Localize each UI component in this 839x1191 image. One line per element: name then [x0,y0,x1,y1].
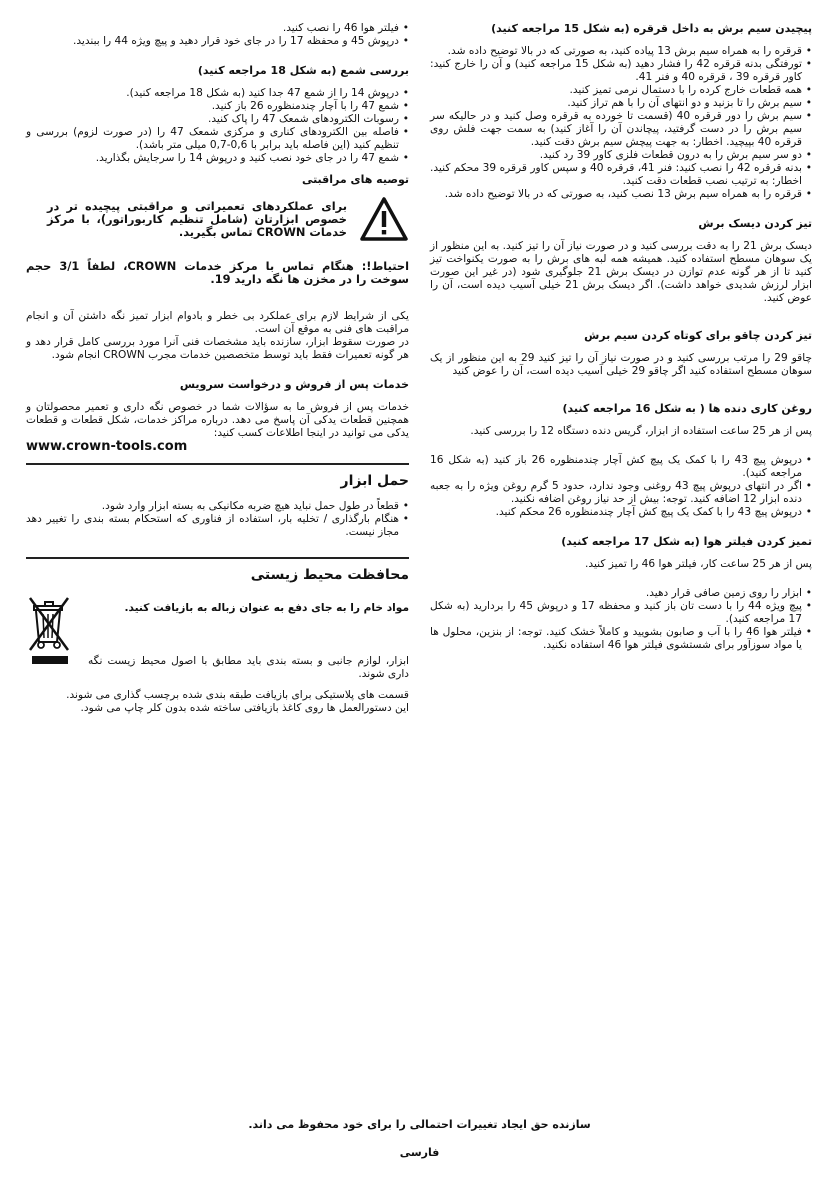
list-item: • همه قطعات خارج کرده را با دستمال نرمی تمیز کنید. [430,84,812,97]
section-title-sharpen-disc: تیز کردن دیسک برش [698,217,812,230]
list-item: • درپوش 45 و محفظه 17 را در جای خود قرار دهید و پیچ ویژه 44 را ببندید. [26,35,409,48]
warning-text: برای عملکردهای تعمیراتی و مراقبتی پیچیده تر در خصوص ابزارتان (شامل تنظیم کاربوراتور)، با مرکز خدمات CROWN تماس بگیرید. [47,198,347,239]
crossed-bin-icon [26,594,74,666]
paragraph: یکی از شرایط لازم برای عملکرد بی خطر و بادوام ابزار تمیز نگه داشتن آن و انجام مراقبت های فنی به موقع آن است. [26,310,409,335]
warning-block [26,196,409,242]
caution-text: احتیاط!: هنگام تماس با مرکز خدمات CROWN، لطفاً 3/1 حجم سوخت را در مخزن ها نگه دارید 19. [26,259,409,286]
list-item: • رسوبات الکترودهای شمعک 47 را پاک کنید. [26,113,409,126]
list-item: • بدنه قرقره 42 را نصب کنید: فنر 41، قرقره 40 و سپس کاور قرقره 39 محکم کنید. اخطار: به ترتیب نصب قطعات دقت کنید. [430,162,812,188]
section-title-care-tips: توصیه های مراقبتی [301,173,409,186]
list-item: • قطعاً در طول حمل نباید هیچ ضربه مکانیکی به بسته ابزار وارد شود. [26,500,409,513]
section-title-environment: محافظت محیط زیستی [250,567,409,583]
list-item: • تورفتگی بدنه قرقره 42 را فشار دهید (به شکل 15 مراجعه کنید) و آن را خارج کنید: کاور قرقره 39 ، قرقره 40 و فنر 41. [430,58,812,84]
env-bold-text: مواد خام را به جای دفع به عنوان زباله به بازیافت کنید. [124,602,409,614]
footer-rights: سازنده حق ایجاد تغییرات احتمالی را برای خود محفوظ می داند. [248,1118,591,1131]
service-url-link[interactable]: www.crown-tools.com [26,439,188,454]
list-item: • درپوش 14 را از شمع 47 جدا کنید (به شکل 18 مراجعه کنید). [26,87,409,100]
paragraph: قسمت های پلاستیکی برای بازیافت طبقه بندی شده برچسب گذاری می شوند. [66,689,409,701]
paragraph: پس از هر 25 ساعت کار، فیلتر هوا 46 را تمیز کنید. [585,558,812,570]
right-column [430,22,812,652]
list-item: • فاصله بین الکترودهای کناری و مرکزی شمعک 47 را (در صورت لزوم) بررسی و تنظیم کنید (این فاصله باید برابر با 0,6-0,7 میلی متر باشد). [26,126,409,152]
warning-triangle-icon [359,196,409,242]
list-item: • ابزار را روی زمین صافی قرار دهید. [430,587,812,600]
divider [26,557,409,559]
section-title-wind-line: پیچیدن سیم برش به داخل قرقره (به شکل 15 مراجعه کنید) [491,22,812,35]
list-item: • فیلتر هوا 46 را با آب و صابون بشویید و کاملاً خشک کنید. توجه: از بنزین، محلول ها یا مواد سوزآور برای شستشوی فیلتر هوا 46 استفاده نکنید. [430,626,812,652]
list-item: • اگر در انتهای درپوش پیچ 43 روغنی وجود ندارد، حدود 5 گرم روغن ویژه را به جعبه دنده ابزار 12 اضافه کنید. توجه: بیش از حد نیاز روغن اضافه نکنید. [430,480,812,506]
section-title-lubricate-gears: روغن کاری دنده ها ( به شکل 16 مراجعه کنید) [562,402,812,415]
paragraph: این دستورالعمل ها روی کاغذ بازیافتی ساخته شده بدون کلر چاپ می شود. [80,702,409,714]
paragraph: ابزار، لوازم جانبی و بسته بندی باید مطابق با اصول محیط زیست نگه داری شوند. [88,655,409,680]
list-item: • شمع 47 را در جای خود نصب کنید و درپوش 14 را سرجایش بگذارید. [26,152,409,165]
paragraph: خدمات پس از فروش ما به سؤالات شما در خصوص نگه داری و تعمیر محصولتان و همچنین قطعات یدکی آن پاسخ می دهد. درباره مراکز خدمات، شکل قطعات و قطعات یدکی می توانید در اینجا اطلاعات کسب کنید: [26,401,409,439]
list-item: • پیچ ویژه 44 را با دست تان باز کنید و محفظه 17 و درپوش 45 را بردارید (به شکل 17 مراجعه کنید). [430,600,812,626]
section-title-after-sales: خدمات پس از فروش و درخواست سرویس [179,378,409,391]
list-item: • قرقره را به همراه سیم برش 13 نصب کنید، به صورتی که در بالا توضیح داده شد. [430,188,812,201]
divider [26,463,409,465]
list-item: • درپوش پیچ 43 را با کمک یک پیچ کش آچار چندمنظوره 26 محکم کنید. [430,506,812,519]
list-item: • فیلتر هوا 46 را نصب کنید. [26,22,409,35]
paragraph: پس از هر 25 ساعت استفاده از ابزار، گریس دنده دستگاه 12 را بررسی کنید. [470,425,812,437]
paragraph: چاقو 29 را مرتب بررسی کنید و در صورت نیاز آن را تیز کنید 29 به این منظور از یک سوهان مسطح استفاده کنید اگر چاقو 29 خیلی آسیب دیده است، آن را عوض کنید [430,352,813,377]
paragraph: در صورت سقوط ابزار، سازنده باید مشخصات فنی آنرا مورد بررسی کامل قرار دهد و هر گونه تعمیرات فقط باید توسط متخصصین خدمات مجرب CROWN انجام شود. [26,336,409,361]
paragraph: دیسک برش 21 را به دقت بررسی کنید و در صورت نیاز آن را تیز کنید. به این منظور از یک سوهان مسطح استفاده کنید. همیشه همه لبه های برش را به صورت یکنواخت تیز کنید تا از هر گونه عدم توازن در دیسک برش 21 جلوگیری شود (در غیر این صورت ابزار لرزش شدیدی خواهد داشت). اگر دیسک برش 21 خیلی آسیب دیده است، آن را عوض کنید. [430,240,812,304]
section-title-sharpen-knife: تیز کردن چاقو برای کوتاه کردن سیم برش [584,329,812,342]
left-column [26,22,409,715]
footer-language: فارسی [399,1146,440,1159]
list-item: • هنگام بارگذاری / تخلیه بار، استفاده از فناوری که استحکام بسته بندی را تغییر دهد مجاز نیست. [26,513,409,539]
environment-block [26,594,409,681]
list-item: • درپوش پیچ 43 را با کمک یک پیچ کش آچار چندمنظوره 26 باز کنید (به شکل 16 مراجعه کنید). [430,454,812,480]
list-item: • شمع 47 را با آچار چندمنظوره 26 باز کنید. [26,100,409,113]
list-item: • سیم برش را دور قرقره 40 (قسمت تا خورده به قرقره وصل کنید و در حالیکه سر سیم برش را در دست گرفتید، پیچاندن آن را آغاز کنید) به سمت جهت فلش روی قرقره 40 بپیچید. اخطار: به جهت پیچش سیم برش دقت کنید. [430,110,812,149]
section-title-spark-plug: بررسی شمع (به شکل 18 مراجعه کنید) [197,64,409,77]
list-item: • سیم برش را تا بزنید و دو انتهای آن را با هم تراز کنید. [430,97,812,110]
list-item: • دو سر سیم برش را به درون قطعات فلزی کاور 39 رد کنید. [430,149,812,162]
section-title-transport: حمل ابزار [340,473,409,489]
section-title-clean-air-filter: تمیز کردن فیلتر هوا (به شکل 17 مراجعه کنید) [561,535,812,548]
list-item: • قرقره را به همراه سیم برش 13 پیاده کنید، به صورتی که در بالا توضیح داده شد. [430,45,812,58]
